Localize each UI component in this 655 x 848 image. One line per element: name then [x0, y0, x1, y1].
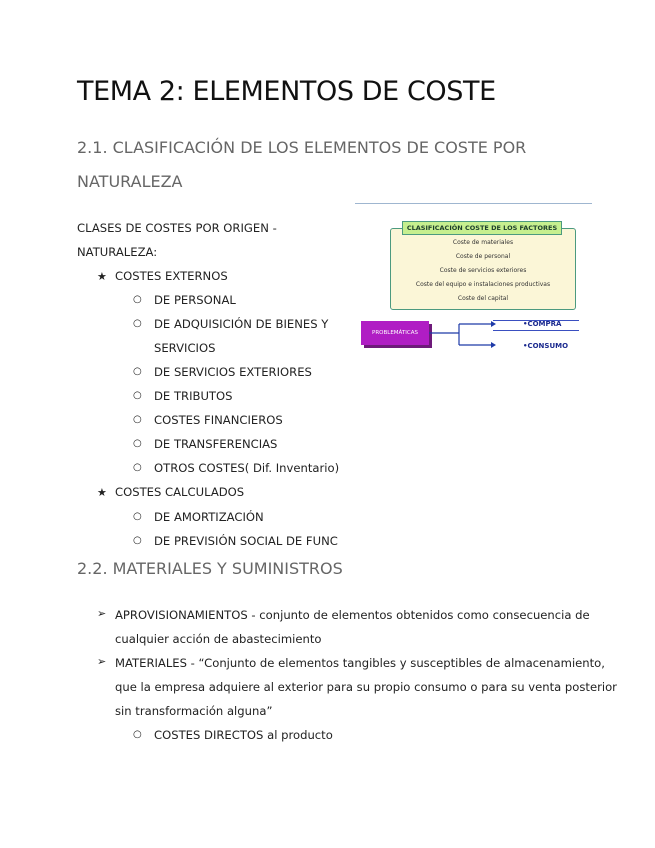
arrow-bullet-icon: ➢ [97, 607, 107, 620]
aprovisionamientos-line1: APROVISIONAMIENTOS - conjunto de elementos obtenidos como consecuencia de [115, 608, 590, 622]
diagram-box-item: Coste de personal [455, 253, 511, 260]
list-item-continuation: SERVICIOS [154, 341, 216, 355]
divider [355, 203, 592, 204]
materiales-line2: que la empresa adquiere al exterior para su propio consumo o para su venta posterior [115, 680, 617, 694]
diagram-box-title: CLASIFICACIÓN COSTE DE LOS FACTORES [402, 221, 562, 235]
list-item: DE PERSONAL [154, 293, 236, 307]
list-item-costes-directos: COSTES DIRECTOS al producto [154, 728, 333, 742]
section-heading-2-1-line2: NATURALEZA [77, 172, 183, 191]
diagram-box-item: Coste del equipo e instalaciones productivas [415, 281, 551, 288]
list-item-costes-externos: COSTES EXTERNOS [115, 269, 228, 283]
circle-bullet-icon: ○ [133, 390, 142, 401]
section-heading-2-1-line1: 2.1. CLASIFICACIÓN DE LOS ELEMENTOS DE COSTE POR [77, 138, 527, 157]
cost-factors-diagram [355, 200, 595, 360]
list-item: DE SERVICIOS EXTERIORES [154, 365, 312, 379]
list-item: DE ADQUISICIÓN DE BIENES Y [154, 317, 329, 331]
list-item: COSTES FINANCIEROS [154, 413, 283, 427]
diagram-box-item: Coste de materiales [452, 239, 514, 246]
circle-bullet-icon: ○ [133, 438, 142, 449]
circle-bullet-icon: ○ [133, 318, 142, 329]
diagram-box-item: Coste del capital [457, 295, 509, 302]
problematicas-label: PROBLEMÁTICAS [361, 321, 429, 345]
circle-bullet-icon: ○ [133, 511, 142, 522]
aprovisionamientos-line2: cualquier acción de abastecimiento [115, 632, 322, 646]
materiales-line1: MATERIALES - “Conjunto de elementos tangibles y susceptibles de almacenamiento, [115, 656, 605, 670]
list-item: DE TRIBUTOS [154, 389, 233, 403]
star-bullet-icon: ★ [97, 270, 107, 283]
section-heading-2-2: 2.2. MATERIALES Y SUMINISTROS [77, 559, 343, 578]
circle-bullet-icon: ○ [133, 462, 142, 473]
branch-connector-icon [429, 315, 499, 353]
list-item-costes-calculados: COSTES CALCULADOS [115, 485, 245, 499]
circle-bullet-icon: ○ [133, 294, 142, 305]
circle-bullet-icon: ○ [133, 535, 142, 546]
intro-line2: NATURALEZA: [77, 245, 158, 259]
intro-line1: CLASES DE COSTES POR ORIGEN - [77, 221, 277, 235]
list-item: DE TRANSFERENCIAS [154, 437, 278, 451]
arrow-bullet-icon: ➢ [97, 655, 107, 668]
list-item: DE PREVISIÓN SOCIAL DE FUNC [154, 534, 338, 548]
materiales-line3: sin transformación alguna” [115, 704, 273, 718]
page-title: TEMA 2: ELEMENTOS DE COSTE [77, 76, 496, 107]
list-item: DE AMORTIZACIÓN [154, 510, 264, 524]
circle-bullet-icon: ○ [133, 729, 142, 740]
list-item: OTROS COSTES( Dif. Inventario) [154, 461, 340, 475]
circle-bullet-icon: ○ [133, 414, 142, 425]
circle-bullet-icon: ○ [133, 366, 142, 377]
compra-label: •COMPRA [523, 320, 562, 328]
star-bullet-icon: ★ [97, 486, 107, 499]
consumo-label: •CONSUMO [523, 342, 569, 350]
diagram-box-item: Coste de servicios exteriores [439, 267, 527, 274]
